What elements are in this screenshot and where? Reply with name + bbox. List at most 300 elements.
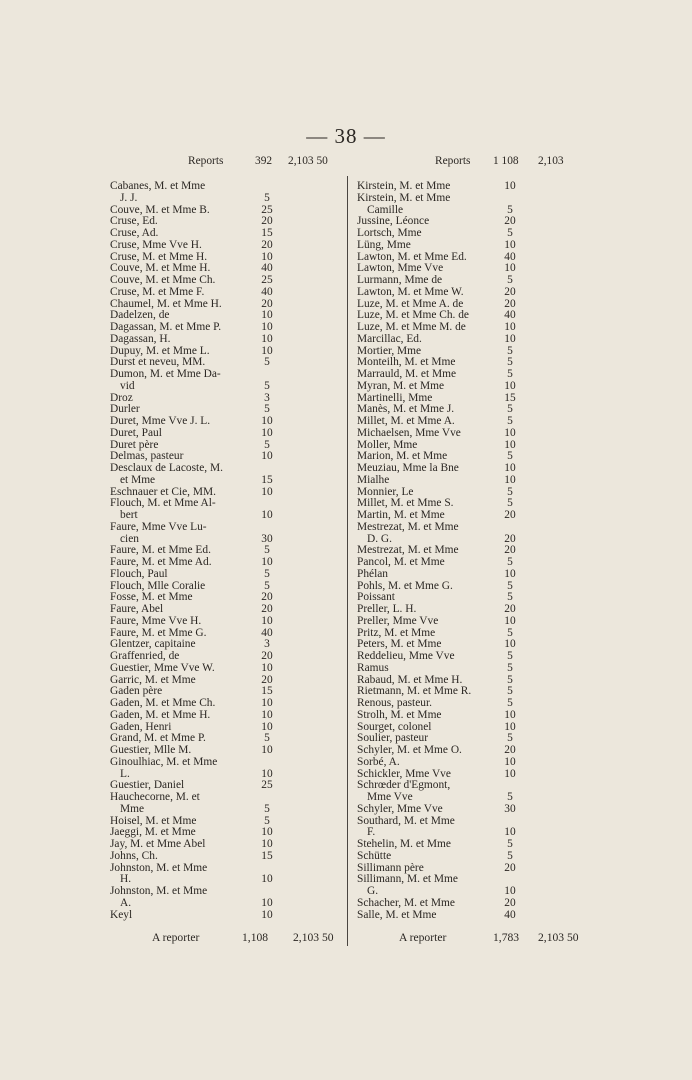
donor-name: Luze, M. et Mme Ch. de	[357, 309, 469, 322]
donor-name: Faure, Mme Vve Lu-	[110, 520, 207, 533]
list-item	[110, 275, 342, 287]
donor-name: Manès, M. et Mme J.	[357, 403, 455, 416]
donation-amount: 5	[507, 579, 513, 592]
donor-name: Southard, M. et Mme	[357, 814, 455, 827]
list-item	[110, 863, 342, 875]
list-item	[357, 804, 592, 816]
donation-amount: 40	[504, 250, 516, 263]
donor-name: Cruse, M. et Mme F.	[110, 285, 205, 298]
donation-amount: 5	[507, 791, 513, 803]
list-item	[110, 381, 342, 393]
list-item	[357, 886, 592, 898]
list-item	[357, 839, 592, 851]
donor-name: Sourget, colonel	[357, 720, 432, 733]
donor-name: Dagassan, M. et Mme P.	[110, 321, 222, 333]
list-item	[357, 369, 592, 381]
donor-name: Eschnauer et Cie, MM.	[110, 485, 216, 498]
donation-amount: 10	[261, 509, 273, 521]
list-item	[110, 416, 342, 428]
donation-amount: 10	[504, 473, 516, 486]
list-item	[357, 322, 592, 334]
donation-amount: 10	[504, 720, 516, 733]
right-header-label: Reports	[435, 155, 471, 167]
donation-amount: 10	[261, 826, 273, 839]
donation-amount: 10	[504, 462, 516, 474]
donation-amount: 10	[261, 896, 273, 909]
donation-amount: 5	[264, 403, 270, 416]
donor-name: Fosse, M. et Mme	[110, 591, 193, 604]
donor-name: Durst et neveu, MM.	[110, 356, 206, 369]
donor-name: Schacher, M. et Mme	[357, 896, 455, 909]
right-footer-count: 1,783	[493, 931, 520, 944]
donor-name: Marrauld, M. et Mme	[357, 368, 457, 380]
list-item	[357, 334, 592, 346]
donation-amount: 10	[261, 744, 273, 756]
donor-name: Preller, L. H.	[357, 603, 417, 615]
list-item	[110, 463, 342, 475]
donor-name: Flouch, Mlle Coralie	[110, 579, 206, 592]
donation-amount: 5	[507, 650, 513, 662]
donation-amount: 5	[507, 203, 513, 216]
donation-amount: 5	[507, 415, 513, 427]
donor-name: Sorbé, A.	[357, 755, 400, 768]
list-item	[357, 816, 592, 828]
list-item	[357, 522, 592, 534]
donor-name: Duret père	[110, 438, 159, 451]
left-header-total: 2,103 50	[288, 155, 328, 167]
donor-name: Gaden, M. et Mme H.	[110, 708, 211, 721]
list-item	[110, 181, 342, 193]
list-item	[357, 616, 592, 628]
donor-name: Luze, M. et Mme M. de	[357, 321, 466, 333]
donor-name: Camille	[367, 203, 404, 216]
donation-amount: 5	[264, 567, 270, 580]
list-item	[357, 416, 592, 428]
donor-name: Faure, M. et Mme Ed.	[110, 544, 211, 557]
donation-amount: 10	[261, 321, 273, 333]
right-column	[357, 156, 592, 921]
donor-name: Cruse, Ad.	[110, 227, 159, 239]
donor-name: Faure, M. et Mme G.	[110, 626, 207, 639]
donation-amount: 10	[504, 767, 516, 780]
donor-name: Monteilh, M. et Mme	[357, 356, 456, 369]
donor-name: Pohls, M. et Mme G.	[357, 579, 453, 592]
donor-name: Marion, M. et Mme	[357, 450, 448, 463]
list-item	[357, 381, 592, 393]
donor-name: Pritz, M. et Mme	[357, 626, 436, 639]
list-item	[110, 334, 342, 346]
donor-name: Graffenried, de	[110, 650, 180, 662]
list-item	[357, 851, 592, 863]
donor-name: Lurmann, Mme de	[357, 274, 443, 286]
list-item	[357, 193, 592, 205]
donor-name: Schyler, Mme Vve	[357, 802, 443, 815]
donor-name: H.	[120, 873, 132, 886]
donor-name: L.	[120, 767, 130, 780]
list-item	[110, 193, 342, 205]
donation-amount: 20	[504, 603, 516, 615]
donor-name: Poissant	[357, 591, 395, 604]
donor-name: Millet, M. et Mme S.	[357, 497, 454, 510]
donor-name: Couve, M. et Mme Ch.	[110, 274, 216, 286]
donor-name: Schrœder d'Egmont,	[357, 779, 451, 792]
donation-amount: 5	[264, 579, 270, 592]
donation-amount: 40	[261, 626, 273, 639]
donation-amount: 15	[261, 849, 273, 862]
list-item	[110, 428, 342, 440]
donor-name: Gaden père	[110, 685, 163, 698]
donation-amount: 5	[507, 274, 513, 286]
donor-name: Myran, M. et Mme	[357, 379, 444, 392]
donor-name: A.	[120, 896, 132, 909]
donor-name: Johnston, M. et Mme	[110, 885, 208, 897]
list-item	[110, 369, 342, 381]
donor-name: Jaeggi, M. et Mme	[110, 826, 196, 839]
donation-amount: 10	[504, 438, 516, 451]
donor-name: Stehelin, M. et Mme	[357, 838, 451, 850]
donor-name: Strolh, M. et Mme	[357, 708, 442, 721]
donation-amount: 20	[504, 285, 516, 298]
list-item	[110, 898, 342, 910]
donor-name: Luze, M. et Mme A. de	[357, 297, 464, 310]
list-item	[357, 275, 592, 287]
donor-name: Sillimann père	[357, 861, 424, 874]
donor-name: Martinelli, Mme	[357, 391, 433, 404]
donor-name: Hauchecorne, M. et	[110, 791, 200, 803]
donor-name: Jay, M. et Mme Abel	[110, 838, 206, 850]
list-item	[357, 698, 592, 710]
list-item	[110, 522, 342, 534]
donor-name: Flouch, M. et Mme Al-	[110, 497, 216, 510]
donation-amount: 10	[504, 638, 516, 651]
list-item	[110, 886, 342, 898]
donor-name: Rabaud, M. et Mme H.	[357, 673, 463, 686]
right-header	[357, 156, 592, 174]
donation-amount: 5	[507, 626, 513, 639]
donation-amount: 5	[264, 191, 270, 204]
donation-amount: 10	[261, 344, 273, 357]
donor-name: Jussine, Léonce	[357, 215, 430, 228]
donation-amount: 5	[507, 450, 513, 463]
list-item	[357, 463, 592, 475]
right-header-count: 1 108	[493, 155, 519, 167]
donor-name: Kirstein, M. et Mme	[357, 180, 451, 192]
donation-amount: 20	[504, 215, 516, 228]
donation-amount: 5	[507, 227, 513, 239]
donor-name: Gaden, Henri	[110, 720, 172, 733]
donation-amount: 10	[504, 379, 516, 392]
list-item	[110, 240, 342, 252]
donor-name: Desclaux de Lacoste, M.	[110, 462, 223, 474]
donation-amount: 40	[504, 908, 516, 921]
list-item	[110, 616, 342, 628]
donor-name: Dagassan, H.	[110, 332, 171, 345]
donation-amount: 5	[264, 544, 270, 557]
left-footer-total: 2,103 50	[293, 931, 334, 944]
donation-amount: 5	[507, 368, 513, 380]
donor-name: Cruse, M. et Mme H.	[110, 250, 208, 263]
donation-amount: 5	[507, 661, 513, 674]
donation-amount: 10	[504, 826, 516, 839]
list-item	[110, 393, 342, 405]
list-item	[110, 792, 342, 804]
list-item	[110, 498, 342, 510]
donation-amount: 10	[504, 332, 516, 345]
list-item	[357, 663, 592, 675]
list-item	[110, 698, 342, 710]
donor-name: Lortsch, Mme	[357, 227, 422, 239]
donor-name: Garric, M. et Mme	[110, 673, 196, 686]
donor-name: F.	[367, 826, 376, 839]
list-item	[110, 851, 342, 863]
donor-name: Kirstein, M. et Mme	[357, 191, 451, 204]
donation-amount: 20	[504, 297, 516, 310]
donor-name: Ginoulhiac, M. et Mme	[110, 755, 218, 768]
donation-amount: 10	[261, 309, 273, 322]
list-item	[110, 651, 342, 663]
donation-amount: 3	[264, 391, 270, 404]
donor-name: Lawton, Mme Vve	[357, 262, 444, 275]
donor-name: Chaumel, M. et Mme H.	[110, 297, 222, 310]
donor-name: Dadelzen, de	[110, 309, 170, 322]
list-item	[357, 510, 592, 522]
donation-amount: 25	[261, 203, 273, 216]
donation-amount: 5	[264, 356, 270, 369]
list-item	[357, 475, 592, 487]
donor-name: vid	[120, 379, 135, 392]
donation-amount: 5	[507, 403, 513, 416]
donor-name: Grand, M. et Mme P.	[110, 732, 206, 745]
donor-name: cien	[120, 532, 139, 545]
donation-amount: 10	[261, 614, 273, 627]
donation-amount: 10	[261, 661, 273, 674]
donor-name: Schickler, Mme Vve	[357, 767, 451, 780]
donation-amount: 30	[261, 532, 273, 545]
donor-name: Cabanes, M. et Mme	[110, 180, 206, 192]
donation-amount: 10	[504, 885, 516, 897]
donor-name: Delmas, pasteur	[110, 450, 184, 463]
donor-name: Schyler, M. et Mme O.	[357, 744, 462, 756]
donor-name: Hoisel, M. et Mme	[110, 814, 197, 827]
donation-amount: 20	[261, 215, 273, 228]
donor-name: Mestrezat, M. et Mme	[357, 520, 459, 533]
list-item	[110, 604, 342, 616]
donation-amount: 5	[264, 802, 270, 815]
donation-amount: 30	[504, 802, 516, 815]
donor-name: Couve, M. et Mme B.	[110, 203, 210, 216]
donor-name: Guestier, Mme Vve W.	[110, 661, 215, 674]
donor-name: Mortier, Mme	[357, 344, 422, 357]
donation-amount: 5	[507, 732, 513, 745]
donor-name: Mialhe	[357, 473, 390, 486]
donor-name: Couve, M. et Mme H.	[110, 262, 211, 275]
donor-name: Preller, Mme Vve	[357, 614, 439, 627]
donation-amount: 20	[261, 603, 273, 615]
donation-amount: 5	[264, 379, 270, 392]
donor-name: Monnier, Le	[357, 485, 414, 498]
left-footer-count: 1,108	[242, 931, 269, 944]
right-footer-label: A reporter	[399, 931, 447, 944]
donor-name: Johns, Ch.	[110, 849, 158, 862]
list-item	[110, 804, 342, 816]
donation-amount: 40	[261, 262, 273, 275]
donor-name: Gaden, M. et Mme Ch.	[110, 697, 216, 709]
donor-name: Mestrezat, M. et Mme	[357, 544, 459, 557]
list-item	[110, 475, 342, 487]
donor-name: G.	[367, 885, 379, 897]
list-item	[110, 557, 342, 569]
donation-amount: 10	[261, 708, 273, 721]
donor-name: Moller, Mme	[357, 438, 418, 451]
donation-amount: 10	[261, 767, 273, 780]
donation-amount: 10	[504, 180, 516, 192]
donor-name: Cruse, Mme Vve H.	[110, 238, 202, 251]
donation-amount: 20	[504, 861, 516, 874]
donation-amount: 25	[261, 274, 273, 286]
list-item	[110, 663, 342, 675]
donation-amount: 20	[504, 509, 516, 521]
donation-amount: 5	[507, 673, 513, 686]
donation-amount: 5	[264, 732, 270, 745]
left-header	[110, 156, 342, 174]
donation-amount: 10	[504, 426, 516, 439]
donor-name: Pancol, M. et Mme	[357, 556, 445, 568]
donation-amount: 5	[507, 485, 513, 498]
donor-name: Duret, Mme Vve J. L.	[110, 415, 211, 427]
donor-name: D. G.	[367, 532, 392, 545]
donation-amount: 10	[261, 485, 273, 498]
donation-amount: 5	[507, 556, 513, 568]
donor-name: Ramus	[357, 661, 389, 674]
donor-name: Soulier, pasteur	[357, 732, 429, 745]
donor-name: Phélan	[357, 567, 389, 580]
list-item	[110, 757, 342, 769]
right-entries	[357, 181, 592, 921]
donation-amount: 10	[261, 332, 273, 345]
donor-name: Renous, pasteur.	[357, 697, 432, 709]
donation-amount: 10	[261, 838, 273, 850]
list-item	[110, 910, 342, 922]
donation-amount: 20	[261, 297, 273, 310]
donor-name: Durler	[110, 403, 140, 416]
donation-amount: 5	[507, 497, 513, 510]
donation-amount: 20	[261, 650, 273, 662]
donation-amount: 40	[261, 285, 273, 298]
donor-name: et Mme	[120, 473, 156, 486]
list-item	[357, 910, 592, 922]
donor-name: Guestier, Daniel	[110, 779, 185, 792]
donation-amount: 15	[261, 473, 273, 486]
donor-name: Marcillac, Ed.	[357, 332, 422, 345]
donation-amount: 5	[507, 697, 513, 709]
donation-amount: 20	[261, 238, 273, 251]
list-item	[357, 228, 592, 240]
list-item	[357, 569, 592, 581]
donation-amount: 10	[261, 426, 273, 439]
donation-amount: 10	[261, 873, 273, 886]
donation-amount: 15	[504, 391, 516, 404]
donor-name: Martin, M. et Mme	[357, 509, 445, 521]
donor-name: Lüng, Mme	[357, 238, 411, 251]
donation-amount: 5	[264, 814, 270, 827]
donor-name: Johnston, M. et Mme	[110, 861, 208, 874]
donation-amount: 10	[504, 755, 516, 768]
donor-name: Peters, M. et Mme	[357, 638, 442, 651]
donor-name: Sillimann, M. et Mme	[357, 873, 458, 886]
list-item	[110, 228, 342, 240]
list-item	[110, 710, 342, 722]
list-item	[357, 181, 592, 193]
donation-amount: 20	[261, 673, 273, 686]
list-item	[110, 287, 342, 299]
donation-amount: 20	[504, 544, 516, 557]
list-item	[357, 287, 592, 299]
donor-name: Dumon, M. et Mme Da-	[110, 368, 221, 380]
donation-amount: 20	[504, 744, 516, 756]
donor-name: Cruse, Ed.	[110, 215, 158, 228]
donation-amount: 10	[261, 697, 273, 709]
donor-name: Keyl	[110, 908, 133, 921]
donor-name: Glentzer, capitaine	[110, 638, 196, 651]
list-item	[357, 240, 592, 252]
donation-amount: 10	[504, 321, 516, 333]
donation-amount: 15	[261, 685, 273, 698]
donor-name: Dupuy, M. et Mme L.	[110, 344, 210, 357]
donor-name: Schütte	[357, 849, 392, 862]
donor-name: Lawton, M. et Mme W.	[357, 285, 464, 298]
list-item	[357, 874, 592, 886]
donation-amount: 25	[261, 779, 273, 792]
page-number: — 38 —	[306, 124, 386, 148]
donation-amount: 10	[504, 238, 516, 251]
donation-amount: 5	[507, 591, 513, 604]
donation-amount: 40	[504, 309, 516, 322]
donor-name: Droz	[110, 391, 133, 404]
donor-name: Millet, M. et Mme A.	[357, 415, 455, 427]
donor-name: Mme	[120, 802, 145, 815]
list-item	[110, 322, 342, 334]
donation-amount: 10	[504, 708, 516, 721]
donor-name: bert	[120, 509, 138, 521]
donation-amount: 15	[261, 227, 273, 239]
donor-name: Flouch, Paul	[110, 567, 168, 580]
column-divider	[347, 176, 348, 946]
donor-name: Faure, Mme Vve H.	[110, 614, 202, 627]
donor-name: Mme Vve	[367, 791, 413, 803]
left-footer-label: A reporter	[152, 931, 200, 944]
donation-amount: 5	[264, 438, 270, 451]
list-item	[110, 569, 342, 581]
donation-amount: 10	[261, 720, 273, 733]
list-item	[110, 510, 342, 522]
donation-amount: 5	[507, 685, 513, 698]
list-item	[357, 651, 592, 663]
donor-name: Faure, Abel	[110, 603, 164, 615]
list-item	[357, 557, 592, 569]
left-column	[110, 156, 342, 921]
right-footer-total: 2,103 50	[538, 931, 579, 944]
list-item	[357, 604, 592, 616]
right-header-total: 2,103	[538, 155, 564, 167]
donor-name: Duret, Paul	[110, 426, 162, 439]
donor-name: Faure, M. et Mme Ad.	[110, 556, 212, 568]
list-item	[357, 745, 592, 757]
donation-amount: 20	[504, 532, 516, 545]
donation-amount: 20	[261, 591, 273, 604]
donation-amount: 10	[504, 614, 516, 627]
donation-amount: 10	[261, 450, 273, 463]
donation-amount: 20	[504, 896, 516, 909]
